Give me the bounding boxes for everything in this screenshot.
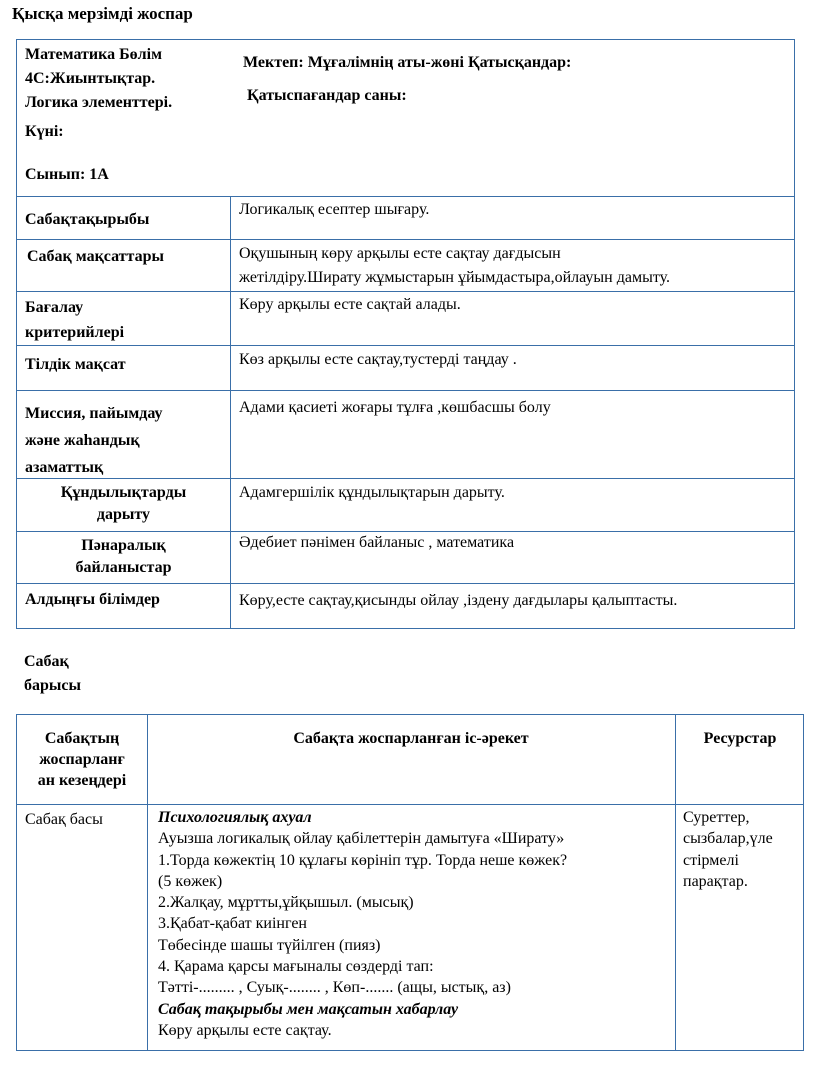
activity-line: 3.Қабат-қабат киінген [158, 915, 307, 933]
label-line: азаматтық [25, 459, 104, 476]
row-label: Тілдік мақсат [25, 356, 126, 373]
activity-cell [158, 807, 673, 1041]
activity-line: Көру арқылы есте сақтау. [158, 1021, 332, 1039]
stage-column-header [17, 728, 147, 791]
row-topic [17, 196, 794, 240]
stage-cell: Сабақ басы [25, 811, 103, 828]
row-value: Логикалық есептер шығару. [239, 201, 430, 218]
lesson-info-table [16, 39, 795, 629]
resources-cell [683, 807, 803, 892]
class-label: Сынып: 1А [25, 166, 109, 183]
row-label [17, 535, 230, 579]
row-language [17, 345, 794, 391]
resources-column-header: Ресурстар [703, 730, 777, 747]
label-line: Бағалау [25, 299, 84, 316]
label-line: Пәнаралық [81, 537, 166, 554]
header-line: ан кезеңдері [37, 772, 127, 789]
absent-count-line: Қатыспағандар саны: [247, 87, 407, 104]
header-divider [17, 804, 803, 805]
row-assessment [17, 291, 794, 346]
label-line: Құндылықтарды [60, 484, 187, 501]
label-line: және жаһандық [25, 432, 140, 449]
resource-line: парақтар. [683, 872, 748, 890]
row-mission [17, 390, 794, 479]
row-cross-subject [17, 531, 794, 584]
section-title-line: Сабақ [24, 653, 69, 670]
row-values [17, 478, 794, 532]
date-label: Күні: [25, 123, 64, 140]
row-label: Сабақтақырыбы [25, 211, 150, 228]
activity-line: Төбесінде шашы түйілген (пияз) [158, 936, 381, 954]
subject-line: Математика Бөлім [25, 46, 162, 63]
subject-line: 4С:Жиынтықтар. [25, 70, 156, 87]
activity-line: 4. Қарама қарсы мағыналы сөздерді тап: [158, 958, 434, 976]
value-line: жетілдіру.Ширату жұмыстарын ұйымдастыра,ойлауын дамыту. [239, 269, 671, 286]
row-value: Көз арқылы есте сақтау,тустерді таңдау . [239, 351, 517, 368]
activity-line: Тәтті-......... , Суық-........ , Көп-....... (ащы, ыстық, аз) [158, 979, 511, 997]
section-title [24, 650, 81, 698]
row-label: Алдыңғы білімдер [25, 591, 160, 608]
row-value: Көру,есте сақтау,қисынды ойлау ,іздену дағдылары қалыптасты. [239, 592, 678, 609]
column-divider [147, 715, 148, 1050]
lesson-plan-table [16, 714, 804, 1051]
header-block [17, 40, 794, 197]
activity-heading: Психологиялық ахуал [158, 809, 312, 826]
resource-line: Суреттер, [683, 809, 750, 826]
header-line: жоспарланғ [39, 751, 125, 768]
resource-line: стірмелі [683, 851, 739, 869]
row-label [25, 400, 163, 481]
column-divider [230, 196, 231, 628]
activity-line: Ауызша логикалық ойлау қабілеттерін дамытуға «Ширату» [158, 830, 565, 848]
header-line: Сабақтың [44, 730, 120, 747]
activity-line: 2.Жалқау, мұртты,ұйқышыл. (мысық) [158, 894, 414, 912]
label-line: байланыстар [75, 559, 172, 576]
row-label: Сабақ мақсаттары [27, 248, 164, 265]
activity-heading-2: Сабақ тақырыбы мен мақсатын хабарлау [158, 1000, 459, 1018]
subject-block [25, 43, 172, 115]
row-label [17, 482, 230, 526]
subject-line: Логика элементтері. [25, 94, 173, 111]
row-label [25, 295, 124, 345]
label-line: критерийлері [25, 324, 125, 341]
row-value: Әдебиет пәнімен байланыс , математика [239, 534, 515, 551]
activity-line: 1.Торда көжектің 10 құлағы көрініп тұр. Торда неше көжек? [158, 851, 568, 869]
row-value: Адамгершілік құндылықтарын дарыту. [239, 484, 505, 501]
row-value [239, 242, 670, 290]
value-line: Оқушының көру арқылы есте сақтау дағдысын [239, 245, 561, 262]
row-value: Көру арқылы есте сақтай алады. [239, 296, 461, 313]
row-objectives [17, 239, 794, 292]
section-title-line: барысы [24, 677, 81, 694]
activity-line: (5 көжек) [158, 872, 223, 890]
column-divider [675, 715, 676, 1050]
row-value: Адами қасиеті жоғары тұлға ,көшбасшы болу [239, 399, 551, 416]
resource-line: сызбалар,үле [683, 830, 773, 848]
activity-column-header: Сабақта жоспарланған іс-әрекет [293, 730, 529, 747]
school-teacher-line: Мектеп: Мұғалімнің аты-жөні Қатысқандар: [243, 54, 572, 71]
row-prior-knowledge [17, 583, 794, 627]
label-line: Миссия, пайымдау [25, 405, 163, 422]
label-line: дарыту [96, 506, 151, 523]
page-title: Қысқа мерзімді жоспар [12, 4, 193, 23]
